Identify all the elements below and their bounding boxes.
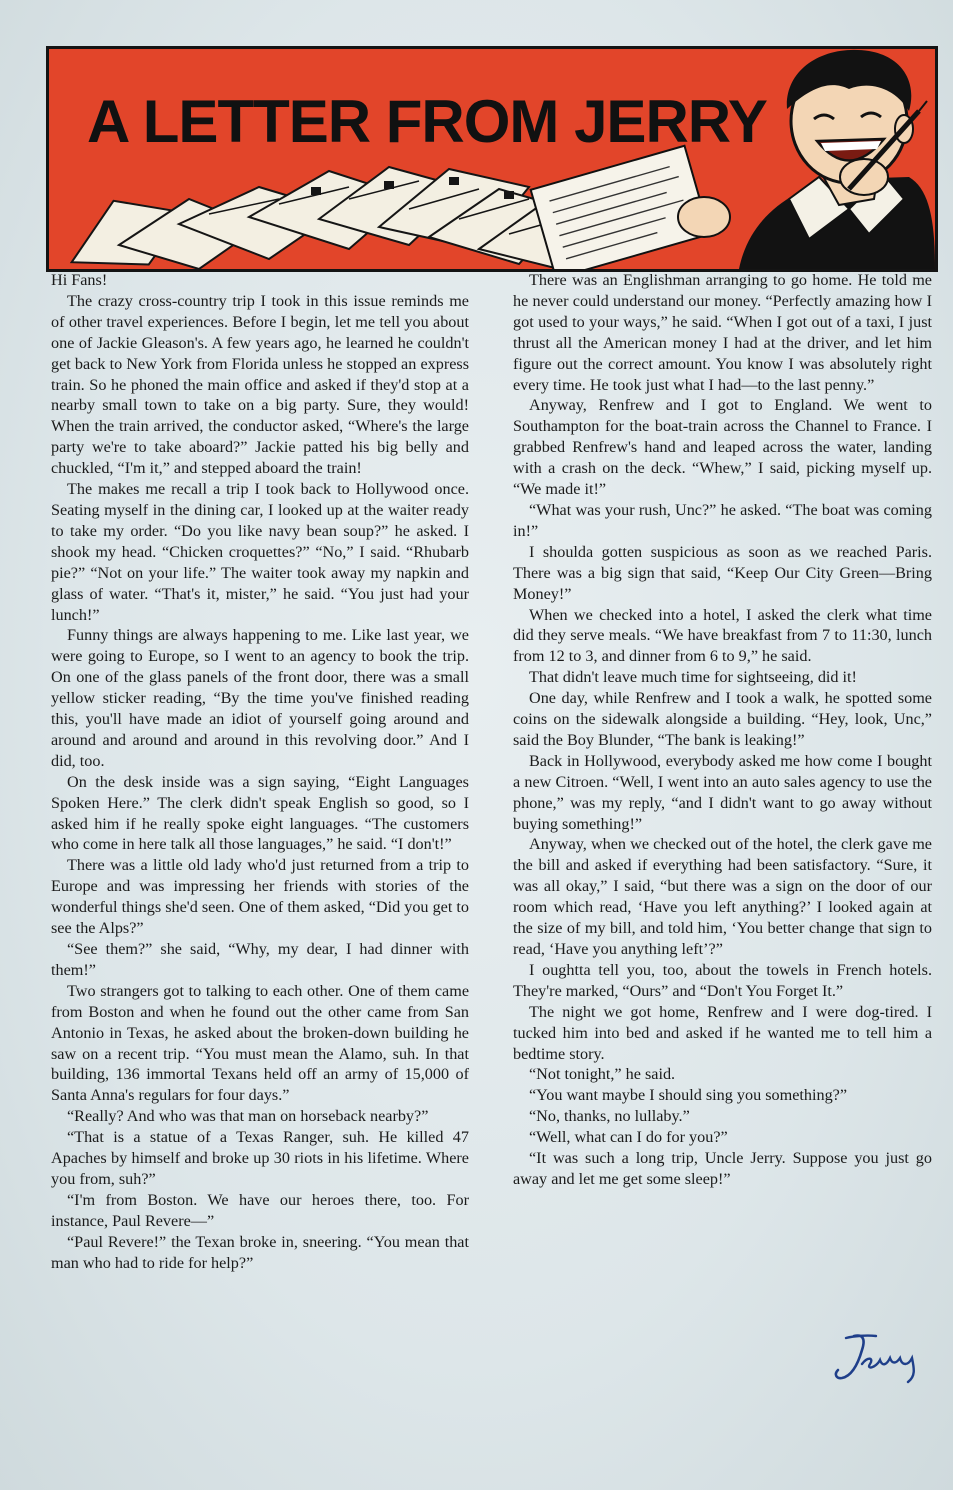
paragraph: “Not tonight,” he said.: [529, 1065, 676, 1084]
paragraph: There was an Englishman arranging to go home. He told me he never could understand our money. “Perfectly amazing how I got used to your ways,” he said. “When I got out of a taxi, I just thrust all the American money I had at the driver, and let him figure out the correct amount. You know I was absolutely right every time. He took just what I had—to the last penny.”: [513, 271, 932, 394]
paragraph: The makes me recall a trip I took back to Hollywood once. Seating myself in the dining car, I looked up at the waiter ready to take my order. “Do you like navy bean soup?” he asked. I shook my head. “Chicken croquettes?” “No,” I said. “Rhubarb pie?” “Not on your life.” The waiter took away my napkin and glass of water. “That's it, mister,” he said. “You just had your lunch!”: [51, 480, 469, 624]
paragraph: On the desk inside was a sign saying, “Eight Languages Spoken Here.” The clerk didn't speak English so good, so I asked him if he really spoke eight languages. “The customers who come in here talk all those languages,” he said. “I don't!”: [51, 772, 469, 854]
greeting: Hi Fans!: [51, 271, 108, 289]
paragraph: Back in Hollywood, everybody asked me how come I bought a new Citroen. “Well, I went into an auto sales agency to use the phone,” was my reply, “and I didn't want to go away without buying something!”: [513, 751, 932, 833]
paragraph: Anyway, when we checked out of the hotel, the clerk gave me the bill and asked if everything had been satisfactory. “Sure, it was all okay,” I said, “but there was a sign on the door of our room which read, ‘Have you left anything?’ I looked again at the size of my bill, and told him, ‘You better change that sign to read, ‘Have you anything left’?”: [513, 835, 932, 958]
paragraph: I oughtta tell you, too, about the towels in French hotels. They're marked, “Ours” and “Don't You Forget It.”: [513, 960, 932, 1000]
paragraph: “Well, what can I do for you?”: [529, 1128, 728, 1147]
paragraph: “I'm from Boston. We have our heroes there, too. For instance, Paul Revere—”: [51, 1190, 469, 1230]
jerry-illustration: [49, 49, 935, 269]
paragraph: Two strangers got to talking to each other. One of them came from Boston and when he found out the other came from San Antonio in Texas, he asked about the broken-down building he saw on a recent trip. “You must mean the Alamo, suh. In that building, 136 immortal Texans held off an army of 15,000 of Santa Anna's regulars for four days.”: [51, 981, 469, 1105]
paragraph: “What was your rush, Unc?” he asked. “The boat was coming in!”: [513, 500, 932, 540]
jerry-signature: [832, 1330, 932, 1386]
paragraph: “That is a statue of a Texas Ranger, suh. He killed 47 Apaches by himself and broke up 30 riots in his lifetime. Where you from, suh?”: [51, 1128, 469, 1188]
paragraph: The crazy cross-country trip I took in this issue reminds me of other travel experiences. Before I begin, let me tell you about one of Jackie Gleason's. A few years ago, he learned he couldn't get back to New York from Florida unless he stopped an express train. So he phoned the main office and asked if they'd stop at a nearby small town to take on a big party. Sure, they would! When the train arrived, the conductor asked, “Where's the large party we're to take aboard?” Jackie patted his big belly and chuckled, “I'm it,” and stepped aboard the train!: [51, 291, 469, 478]
paragraph: That didn't leave much time for sightseeing, did it!: [529, 668, 857, 687]
paragraph: There was a little old lady who'd just returned from a trip to Europe and was impressing her friends with stories of the wonderful things she'd seen. One of them asked, “Did you get to see the Alps?”: [51, 856, 469, 938]
paragraph: “Really? And who was that man on horseback nearby?”: [67, 1107, 429, 1126]
paragraph: “You want maybe I should sing you something?”: [529, 1086, 848, 1105]
letter-left-column: [51, 270, 469, 1274]
letter-right-column: [513, 270, 932, 1190]
paragraph: One day, while Renfrew and I took a walk, he spotted some coins on the sidewalk alongside a building. “Hey, look, Unc,” said the Boy Blunder, “The bank is leaking!”: [513, 689, 932, 749]
paragraph: “See them?” she said, “Why, my dear, I had dinner with them!”: [51, 940, 469, 979]
paragraph: “Paul Revere!” the Texan broke in, sneering. “You mean that man who had to ride for help?”: [51, 1232, 469, 1272]
paragraph: “It was such a long trip, Uncle Jerry. Suppose you just go away and let me get some sleep!”: [513, 1149, 932, 1188]
paragraph: Anyway, Renfrew and I got to England. We went to Southampton for the boat-train across the Channel to France. I grabbed Renfrew's hand and leaped across the water, landing with a crash on the deck. “Whew,” I said, picking myself up. “We made it!”: [513, 396, 932, 499]
paragraph: The night we got home, Renfrew and I were dog-tired. I tucked him into bed and asked if he wanted me to tell him a bedtime story.: [513, 1002, 932, 1063]
paragraph: “No, thanks, no lullaby.”: [529, 1107, 690, 1126]
header-banner: [46, 46, 938, 272]
paragraph: Funny things are always happening to me. Like last year, we were going to Europe, so I went to an agency to book the trip. On one of the glass panels of the front door, there was a small yellow sticker reading, “By the time you've finished reading this, you'll have made an idiot of yourself going around and around and around and around in this revolving door.” And I did, too.: [51, 626, 469, 770]
paragraph: When we checked into a hotel, I asked the clerk what time did they serve meals. “We have breakfast from 7 to 11:30, lunch from 12 to 3, and dinner from 6 to 9,” he said.: [513, 605, 932, 666]
paragraph: I shoulda gotten suspicious as soon as we reached Paris. There was a big sign that said, “Keep Our City Green—Bring Money!”: [513, 542, 932, 603]
page-title: A LETTER FROM JERRY: [87, 88, 767, 155]
